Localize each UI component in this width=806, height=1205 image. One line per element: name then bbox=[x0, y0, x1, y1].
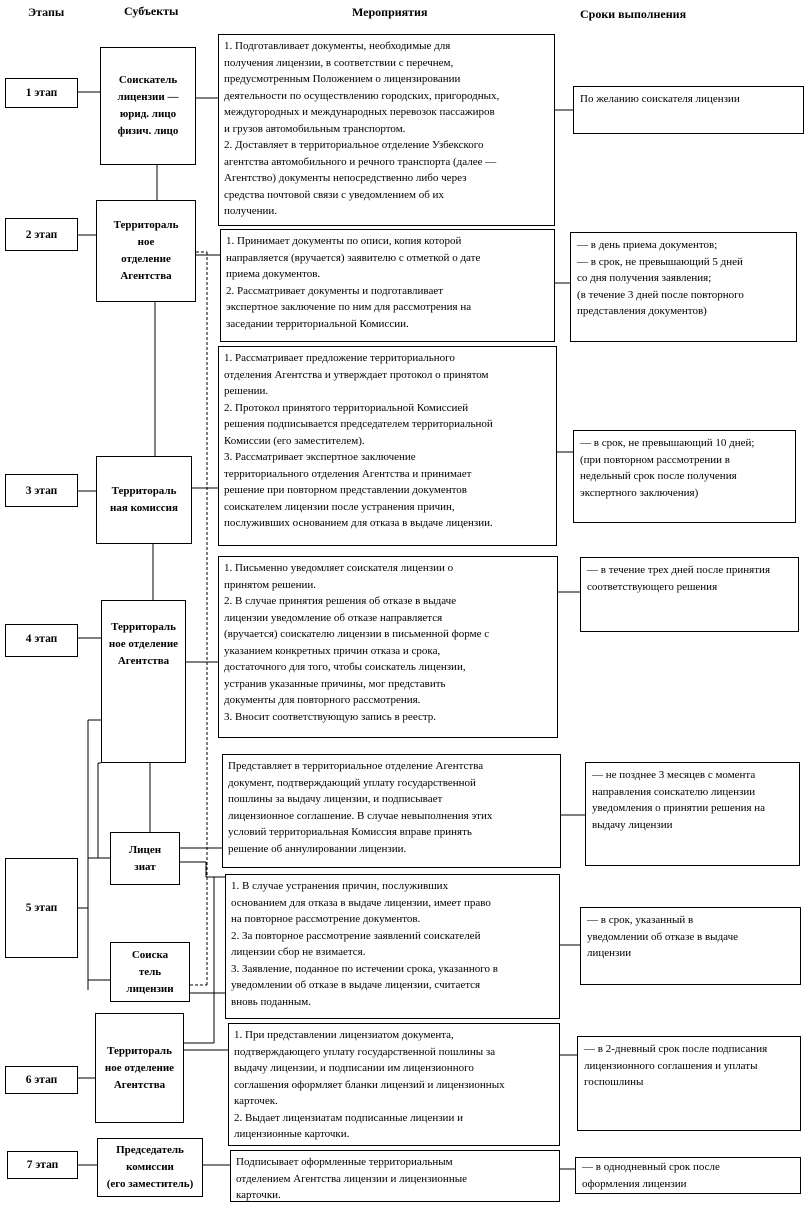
subject-line: отделение bbox=[121, 253, 171, 265]
text-line: 2. За повторное рассмотрение заявлений соискателей bbox=[231, 929, 481, 942]
text-line: (вручается) соискателю лицензии в письменной форме с bbox=[224, 628, 490, 640]
text-line: отделением Агентства лицензии и лицензионные bbox=[236, 1172, 467, 1185]
text-line: госпошлины bbox=[584, 1076, 644, 1088]
text-line: решение об аннулировании лицензии. bbox=[228, 842, 407, 855]
text-line: — в срок, не превышающий 5 дней bbox=[577, 255, 743, 268]
text-line: уведомлении об отказе в выдаче bbox=[587, 930, 739, 943]
activity-stage-5-applicant bbox=[225, 874, 560, 1019]
subject-licensee bbox=[110, 832, 180, 885]
text-line: лицензии сбор не взимается. bbox=[231, 946, 366, 958]
text-line: карточек. bbox=[234, 1095, 278, 1107]
text-line: Представляет в территориальное отделение Агентства bbox=[228, 760, 484, 772]
stage-1: 1 этап bbox=[5, 78, 78, 108]
text-line: 1. Письменно уведомляет соискателя лицензии о bbox=[224, 562, 454, 574]
text-line: соответствующего решения bbox=[587, 580, 718, 593]
text-line: со дня получения заявления; bbox=[577, 272, 712, 284]
text-line: достаточного для того, чтобы соискатель лицензии, bbox=[224, 661, 466, 673]
subject-line: Агентства bbox=[117, 655, 170, 667]
subject-line: физич. лицо bbox=[117, 125, 179, 137]
text-line: выдачу лицензии, и подписании им лицензионного bbox=[234, 1062, 474, 1074]
activity-stage-6 bbox=[228, 1023, 560, 1146]
subject-line: зиат bbox=[134, 860, 156, 873]
text-line: документ, подтверждающий уплату государственной bbox=[228, 776, 476, 789]
text-line: — в течение трех дней после принятия bbox=[587, 564, 770, 576]
subject-line: юрид. лицо bbox=[119, 108, 177, 120]
deadline-stage-4 bbox=[580, 557, 799, 632]
text-line: 3. Вносит соответствующую запись в реестр. bbox=[224, 710, 437, 723]
text-line: (в течение 3 дней после повторного bbox=[577, 288, 744, 301]
activity-stage-4 bbox=[218, 556, 558, 738]
text-line: По желанию соискателя лицензии bbox=[580, 93, 740, 105]
subject-line: Соиска bbox=[131, 948, 169, 961]
text-line: 1. Принимает документы по описи, копия которой bbox=[226, 235, 462, 247]
activity-stage-2 bbox=[220, 229, 555, 342]
subject-line: Соискатель bbox=[118, 74, 178, 86]
subject-line: тель bbox=[138, 965, 162, 978]
text-line: устранив указанные причины, мог представить bbox=[224, 677, 446, 690]
text-line: 2. В случае принятия решения об отказе в выдаче bbox=[224, 595, 457, 607]
text-line: (при повторном рассмотрении в bbox=[580, 453, 730, 466]
text-line: пошлины за выдачу лицензии, и подписывает bbox=[228, 793, 443, 805]
text-line: получения лицензии, в соответствии с перечнем, bbox=[224, 56, 454, 69]
subject-line: ное bbox=[137, 236, 155, 248]
text-line: экспертного заключения) bbox=[580, 486, 699, 499]
text-line: недельный срок после получения bbox=[580, 470, 737, 482]
stage-5: 5 этап bbox=[5, 858, 78, 958]
text-line: 2. Доставляет в территориальное отделение Узбекского bbox=[224, 139, 484, 151]
stage-2: 2 этап bbox=[5, 218, 78, 251]
deadline-stage-3 bbox=[573, 430, 796, 523]
text-line: 2. Выдает лицензиатам подписанные лицензии и bbox=[234, 1111, 463, 1124]
text-line: на повторное рассмотрение документов. bbox=[231, 913, 421, 925]
text-line: Подписывает оформленные территориальным bbox=[236, 1156, 453, 1168]
text-line: решение при повторном представлении документов bbox=[224, 484, 468, 496]
subject-line: Территораль bbox=[107, 1044, 172, 1057]
text-line: 2. Рассматривает документы и подготавливает bbox=[226, 284, 444, 297]
text-line: предусмотренным Положением о лицензировании bbox=[224, 73, 461, 85]
text-line: соглашения оформляет бланки лицензий и лицензионных bbox=[234, 1078, 505, 1091]
subject-territorial-commission bbox=[96, 456, 192, 544]
subject-line: ная комиссия bbox=[110, 502, 178, 514]
text-line: принятом решении. bbox=[224, 578, 317, 591]
text-line: указанием конкретных причин отказа и срока, bbox=[224, 644, 441, 657]
deadline-stage-1 bbox=[573, 86, 804, 134]
text-line: отделения Агентства и утверждает протокол о принятом bbox=[224, 368, 489, 381]
subject-line: Территораль bbox=[113, 219, 179, 231]
deadline-stage-5-licensee bbox=[585, 762, 800, 866]
activity-stage-3 bbox=[218, 346, 557, 546]
stage-7: 7 этап bbox=[7, 1151, 78, 1179]
text-line: 1. При представлении лицензиатом документа, bbox=[234, 1029, 454, 1041]
subject-line: лицензии bbox=[126, 982, 174, 995]
text-line: экспертное заключение по ним для рассмотрения на bbox=[226, 301, 472, 313]
text-line: лицензии bbox=[587, 947, 632, 959]
text-line: заседании территориальной Комиссии. bbox=[226, 317, 409, 330]
text-line: условий территориальная Комиссия вправе принять bbox=[228, 826, 472, 838]
text-line: представления документов) bbox=[577, 305, 707, 317]
subject-line: Председатель bbox=[116, 1144, 184, 1156]
deadline-stage-7 bbox=[575, 1157, 801, 1194]
header-stages: Этапы bbox=[28, 5, 65, 19]
text-line: направляется (вручается) заявителю с отметкой о дате bbox=[226, 251, 481, 264]
stage-6: 6 этап bbox=[5, 1066, 78, 1094]
activity-stage-7 bbox=[230, 1150, 560, 1202]
text-line: деятельности по осуществлению городских, пригородных, bbox=[224, 89, 500, 102]
text-line: выдачу лицензии bbox=[592, 818, 673, 831]
stage-4: 4 этап bbox=[5, 624, 78, 657]
text-line: 1. Рассматривает предложение территориального bbox=[224, 352, 455, 364]
text-line: 1. Подготавливает документы, необходимые для bbox=[224, 40, 451, 52]
text-line: направления соискателю лицензии bbox=[592, 785, 756, 798]
text-line: получении. bbox=[224, 205, 278, 217]
subject-line: Лицен bbox=[128, 843, 162, 856]
text-line: лицензионные карточки. bbox=[234, 1128, 350, 1140]
subject-applicant bbox=[100, 47, 196, 165]
text-line: 3. Рассматривает экспертное заключение bbox=[224, 451, 416, 463]
text-line: — в срок, не превышающий 10 дней; bbox=[580, 437, 755, 449]
text-line: Агентство) документы непосредственно либо через bbox=[224, 172, 467, 184]
text-line: 2. Протокол принятого территориальной Комиссией bbox=[224, 401, 469, 414]
text-line: подтверждающего уплату государственной пошлины за bbox=[234, 1045, 496, 1058]
subject-line: ное отделение bbox=[104, 1061, 175, 1074]
text-line: — в срок, указанный в bbox=[587, 914, 694, 926]
subject-territorial-office-3 bbox=[95, 1013, 184, 1123]
subject-line: Территораль bbox=[111, 485, 177, 497]
text-line: агентства автомобильного и речного транспорта (далее — bbox=[224, 155, 497, 168]
text-line: и грузов автомобильным транспортом. bbox=[224, 122, 406, 135]
text-line: послуживших основанием для отказа в выдаче лицензии. bbox=[224, 517, 493, 529]
subject-line: (его заместитель) bbox=[106, 1178, 194, 1190]
subject-line: Агентства bbox=[120, 270, 172, 282]
text-line: — в однодневный срок после bbox=[582, 1161, 720, 1173]
subject-territorial-office-2 bbox=[101, 600, 186, 763]
text-line: лицензионное соглашение. В случае невыполнения этих bbox=[228, 809, 493, 822]
subject-commission-chair bbox=[97, 1138, 203, 1197]
text-line: лицензии уведомление об отказе направляется bbox=[224, 611, 443, 624]
header-deadlines: Сроки выполнения bbox=[580, 7, 687, 21]
stage-3: 3 этап bbox=[5, 474, 78, 507]
text-line: решении. bbox=[224, 385, 269, 397]
text-line: Комиссии (его заместителем). bbox=[224, 434, 365, 447]
subject-line: Территораль bbox=[111, 621, 176, 633]
subject-line: лицензии — bbox=[117, 91, 179, 103]
text-line: карточки. bbox=[236, 1189, 281, 1201]
text-line: приема документов. bbox=[226, 268, 321, 280]
deadline-stage-5-applicant bbox=[580, 907, 801, 985]
text-line: уведомлении об отказе в выдаче лицензии, считается bbox=[231, 979, 481, 991]
text-line: средства почтовой связи с уведомлением об их bbox=[224, 188, 444, 201]
text-line: оформления лицензии bbox=[582, 1177, 687, 1190]
text-line: междугородных и международных перевозок пассажиров bbox=[224, 106, 495, 118]
subject-territorial-office bbox=[96, 200, 196, 302]
deadline-stage-6 bbox=[577, 1036, 801, 1131]
text-line: — в день приема документов; bbox=[577, 239, 718, 251]
text-line: документы для повторного рассмотрения. bbox=[224, 694, 421, 706]
text-line: — не позднее 3 месяцев с момента bbox=[592, 769, 756, 781]
text-line: лицензионного соглашения и уплаты bbox=[584, 1059, 758, 1072]
text-line: соискателем лицензии после устранения причин, bbox=[224, 500, 455, 513]
subject-line: Агентства bbox=[113, 1078, 166, 1091]
text-line: основанием для отказа в выдаче лицензии, имеет право bbox=[231, 896, 491, 909]
text-line: 1. В случае устранения причин, послуживших bbox=[231, 880, 449, 892]
text-line: вновь поданным. bbox=[231, 995, 311, 1008]
text-line: территориального отделения Агентства и принимает bbox=[224, 467, 472, 480]
subject-applicant-2 bbox=[110, 942, 190, 1002]
activity-stage-5-licensee bbox=[222, 754, 561, 868]
subject-line: комиссии bbox=[126, 1161, 174, 1173]
header-activities: Мероприятия bbox=[352, 5, 428, 19]
subject-line: ное отделение bbox=[108, 638, 179, 650]
activity-stage-1 bbox=[218, 34, 555, 226]
text-line: — в 2-дневный срок после подписания bbox=[584, 1043, 768, 1055]
deadline-stage-2 bbox=[570, 232, 797, 342]
text-line: решения подписывается председателем территориальной bbox=[224, 418, 493, 430]
text-line: 3. Заявление, поданное по истечении срока, указанного в bbox=[231, 962, 498, 975]
text-line: уведомления о принятии решения на bbox=[592, 802, 766, 814]
header-subjects: Субъекты bbox=[124, 4, 179, 18]
